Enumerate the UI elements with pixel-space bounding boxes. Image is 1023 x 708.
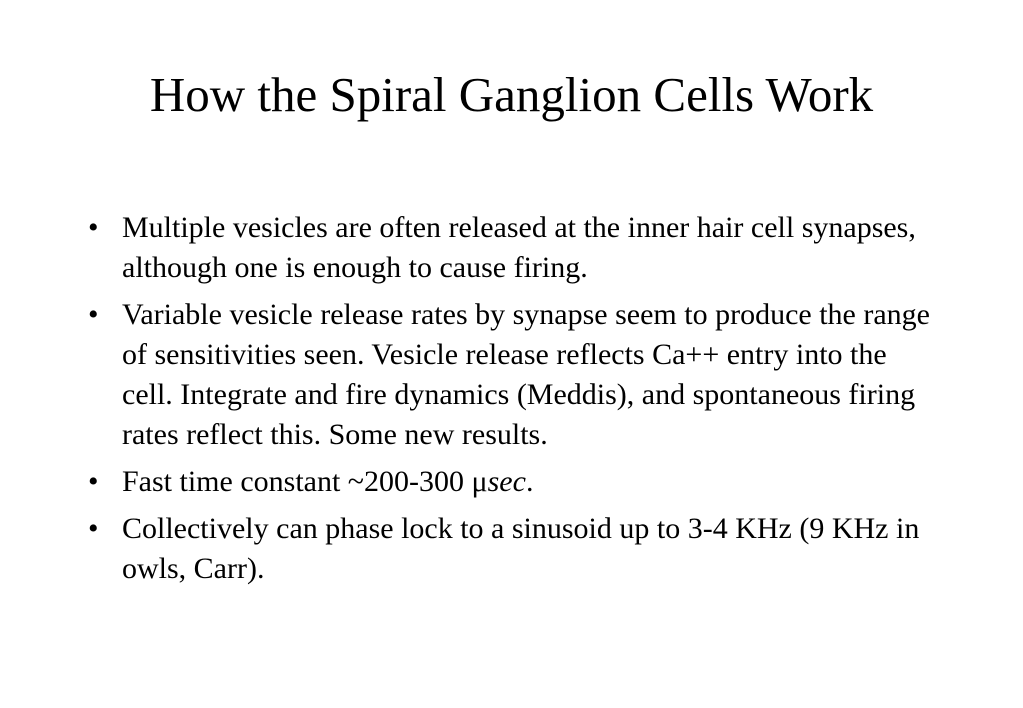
bullet-text: Multiple vesicles are often released at the inner hair cell synapses, although one is enough to cause firing. bbox=[122, 211, 916, 284]
bullet-item bbox=[88, 462, 938, 502]
bullet-text-prefix: Fast time constant ~200-300 bbox=[122, 465, 472, 498]
bullet-marker: • bbox=[88, 465, 99, 498]
bullet-item bbox=[88, 295, 938, 455]
bullet-item bbox=[88, 509, 938, 589]
bullet-text-suffix: . bbox=[525, 465, 534, 498]
bullet-marker: • bbox=[88, 512, 99, 545]
bullet-item bbox=[88, 208, 938, 288]
bullet-marker: • bbox=[88, 211, 99, 244]
slide-title: How the Spiral Ganglion Cells Work bbox=[149, 67, 874, 122]
mu-symbol: μ bbox=[471, 465, 488, 498]
bullet-text: Collectively can phase lock to a sinusoid up to 3-4 KHz (9 KHz in owls, Carr). bbox=[122, 512, 920, 585]
bullet-marker: • bbox=[88, 298, 99, 331]
bullet-list bbox=[88, 208, 938, 596]
bullet-text: Variable vesicle release rates by synapse seem to produce the range of sensitivities seen. Vesicle release reflects Ca++ entry into the cell. Integrate and fire dynamics (Meddis), and spontaneous firing rates reflect this. Some new results. bbox=[122, 298, 930, 451]
time-unit: sec bbox=[487, 465, 526, 498]
